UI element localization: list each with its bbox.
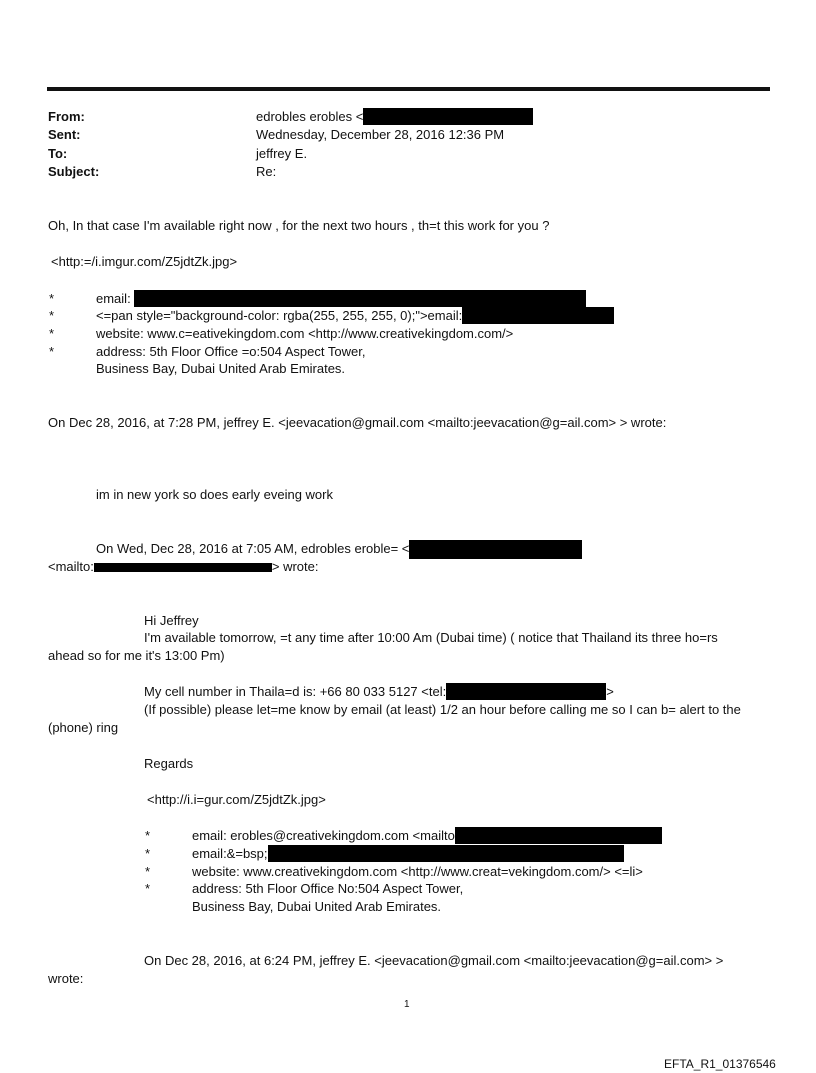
quote2-header xyxy=(96,540,582,559)
cell-number-line xyxy=(144,683,614,700)
quote3-header: On Dec 28, 2016, at 6:24 PM, jeffrey E. <jeevacation@gmail.com <mailto:jeevacation@g=ail.com> > xyxy=(144,953,724,968)
bullet1-address-cont: Business Bay, Dubai United Arab Emirates. xyxy=(96,361,346,376)
quote2-header-cont xyxy=(48,558,319,575)
redaction-block xyxy=(446,683,606,700)
redaction-block xyxy=(409,540,582,559)
subject-label: Subject: xyxy=(48,164,100,179)
reply-line: Oh, In that case I'm available right now , for the next two hours , th=t this work for you ? xyxy=(48,218,550,233)
sent-value: Wednesday, December 28, 2016 12:36 PM xyxy=(256,127,505,142)
bullet1-item-span xyxy=(96,307,614,324)
page-number: 1 xyxy=(404,999,410,1010)
quote1-text: im in new york so does early eveing work xyxy=(96,487,333,502)
bullet1-item-email xyxy=(96,290,586,307)
bullet2-item-website: website: www.creativekingdom.com <http://www.creat=vekingdom.com/> <=li> xyxy=(192,864,643,879)
quote2-header-text: On Wed, Dec 28, 2016 at 7:05 AM, edrobles eroble= < xyxy=(96,541,410,556)
bullet2-address-cont: Business Bay, Dubai United Arab Emirates. xyxy=(192,899,442,914)
bullet-marker: * xyxy=(49,344,55,359)
subject-value: Re: xyxy=(256,164,277,179)
availability-line: I'm available tomorrow, =t any time after 10:00 Am (Dubai time) ( notice that Thailand its three ho=rs xyxy=(144,630,718,645)
document-id: EFTA_R1_01376546 xyxy=(664,1057,776,1071)
bullet-marker: * xyxy=(145,846,151,861)
bullet-marker: * xyxy=(145,881,151,896)
redaction-block xyxy=(134,290,586,307)
sent-label: Sent: xyxy=(48,127,81,142)
from-value xyxy=(256,108,533,125)
redaction-block xyxy=(94,563,272,572)
bullet2-item-address: address: 5th Floor Office No:504 Aspect Tower, xyxy=(192,881,464,896)
quote3-header-cont: wrote: xyxy=(48,971,84,986)
bullet-text: email:&=bsp; xyxy=(192,846,268,861)
bullet-text: <=pan style="background-color: rgba(255, 255, 255, 0);">email: xyxy=(96,308,463,323)
quote2-mailto-text: <mailto: xyxy=(48,559,94,574)
bullet1-item-website: website: www.c=eativekingdom.com <http://www.creativekingdom.com/> xyxy=(96,326,514,341)
cell-end: > xyxy=(606,684,614,699)
header-rule xyxy=(47,87,770,91)
from-text: edrobles erobles < xyxy=(256,109,364,124)
bullet1-item-address: address: 5th Floor Office =o:504 Aspect Tower, xyxy=(96,344,366,359)
greeting: Hi Jeffrey xyxy=(144,613,199,628)
from-label: From: xyxy=(48,109,85,124)
quote1-header: On Dec 28, 2016, at 7:28 PM, jeffrey E. <jeevacation@gmail.com <mailto:jeevacation@g=ail.com> > wrote: xyxy=(48,415,667,430)
bullet-marker: * xyxy=(49,291,55,306)
to-label: To: xyxy=(48,146,68,161)
to-value: jeffrey E. xyxy=(256,146,308,161)
bullet-text: email: erobles@creativekingdom.com <mailto xyxy=(192,828,455,843)
redaction-block xyxy=(363,108,533,125)
quote2-wrote-text: > wrote: xyxy=(271,559,319,574)
bullet-marker: * xyxy=(49,308,55,323)
regards: Regards xyxy=(144,756,194,771)
cell-text: My cell number in Thaila=d is: +66 80 033 5127 <tel: xyxy=(144,684,447,699)
redaction-block xyxy=(455,827,662,844)
bullet-text: email: xyxy=(96,291,135,306)
possible-line-cont: (phone) ring xyxy=(48,720,119,735)
redaction-block xyxy=(462,307,614,324)
bullet-marker: * xyxy=(145,864,151,879)
availability-line-cont: ahead so for me it's 13:00 Pm) xyxy=(48,648,225,663)
image-link-1: <http:=/i.imgur.com/Z5jdtZk.jpg> xyxy=(51,254,238,269)
bullet-marker: * xyxy=(49,326,55,341)
possible-line: (If possible) please let=me know by email (at least) 1/2 an hour before calling me so I can b= alert to the xyxy=(144,702,741,717)
bullet2-item-email xyxy=(192,827,662,844)
redaction-block xyxy=(268,845,624,862)
image-link-2: <http://i.i=gur.com/Z5jdtZk.jpg> xyxy=(147,792,326,807)
bullet2-item-email2 xyxy=(192,845,624,862)
bullet-marker: * xyxy=(145,828,151,843)
